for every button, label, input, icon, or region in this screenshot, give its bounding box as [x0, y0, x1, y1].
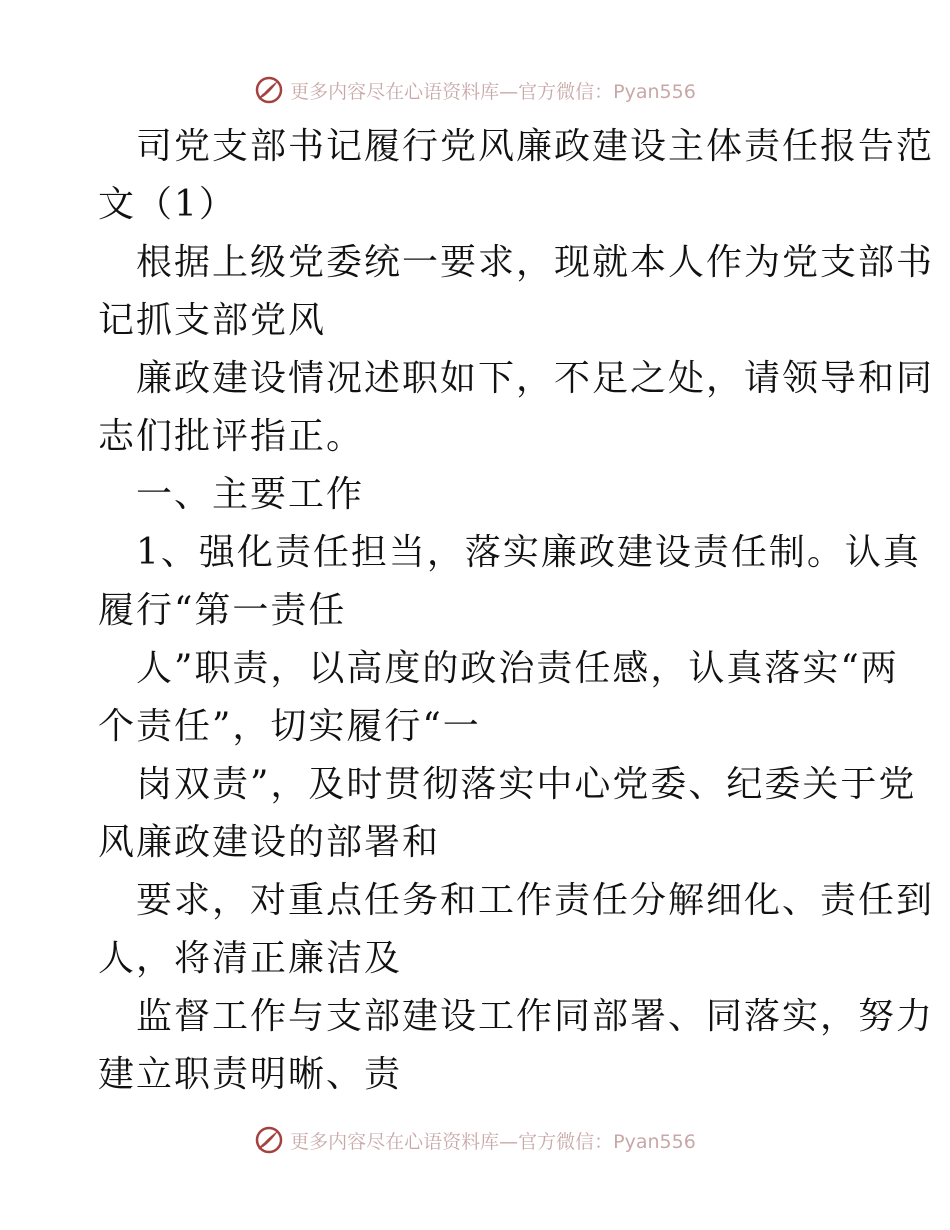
- header-watermark: [0, 70, 950, 110]
- document-line: 根据上级党委统一要求，现就本人作为党支部书: [136, 242, 935, 283]
- document-line: 个责任”，切实履行“一: [98, 706, 481, 747]
- document-line: 一、主要工作: [136, 474, 365, 515]
- document-line: 1、强化责任担当，落实廉政建设责任制。认真: [136, 532, 921, 573]
- document-line: 岗双责”，及时贯彻落实中心党委、纪委关于党: [136, 764, 917, 805]
- document-line: 记抓支部党风: [98, 300, 327, 341]
- document-line: 风廉政建设的部署和: [98, 822, 441, 863]
- feather-pen-logo-icon: [254, 1125, 284, 1155]
- document-line: 志们批评指正。: [98, 416, 365, 457]
- document-line: 建立职责明晰、责: [98, 1054, 403, 1095]
- document-line: 履行“第一责任: [98, 590, 347, 631]
- footer-watermark: [0, 1120, 950, 1160]
- document-line: 廉政建设情况述职如下，不足之处，请领导和同: [136, 358, 935, 399]
- document-line: 司党支部书记履行党风廉政建设主体责任报告范: [136, 126, 935, 167]
- document-line: 文（1）: [98, 184, 237, 225]
- document-line: 人”职责，以高度的政治责任感，认真落实“两: [136, 648, 899, 689]
- watermark-text: 更多内容尽在心语资料库—官方微信：Pyan556: [290, 1130, 696, 1153]
- document-line: 人，将清正廉洁及: [98, 938, 403, 979]
- document-line: 监督工作与支部建设工作同部署、同落实，努力: [136, 996, 935, 1037]
- watermark-text: 更多内容尽在心语资料库—官方微信：Pyan556: [290, 80, 696, 103]
- document-line: 要求，对重点任务和工作责任分解细化、责任到: [136, 880, 935, 921]
- document-body: [98, 118, 935, 1104]
- feather-pen-logo-icon: [254, 75, 284, 105]
